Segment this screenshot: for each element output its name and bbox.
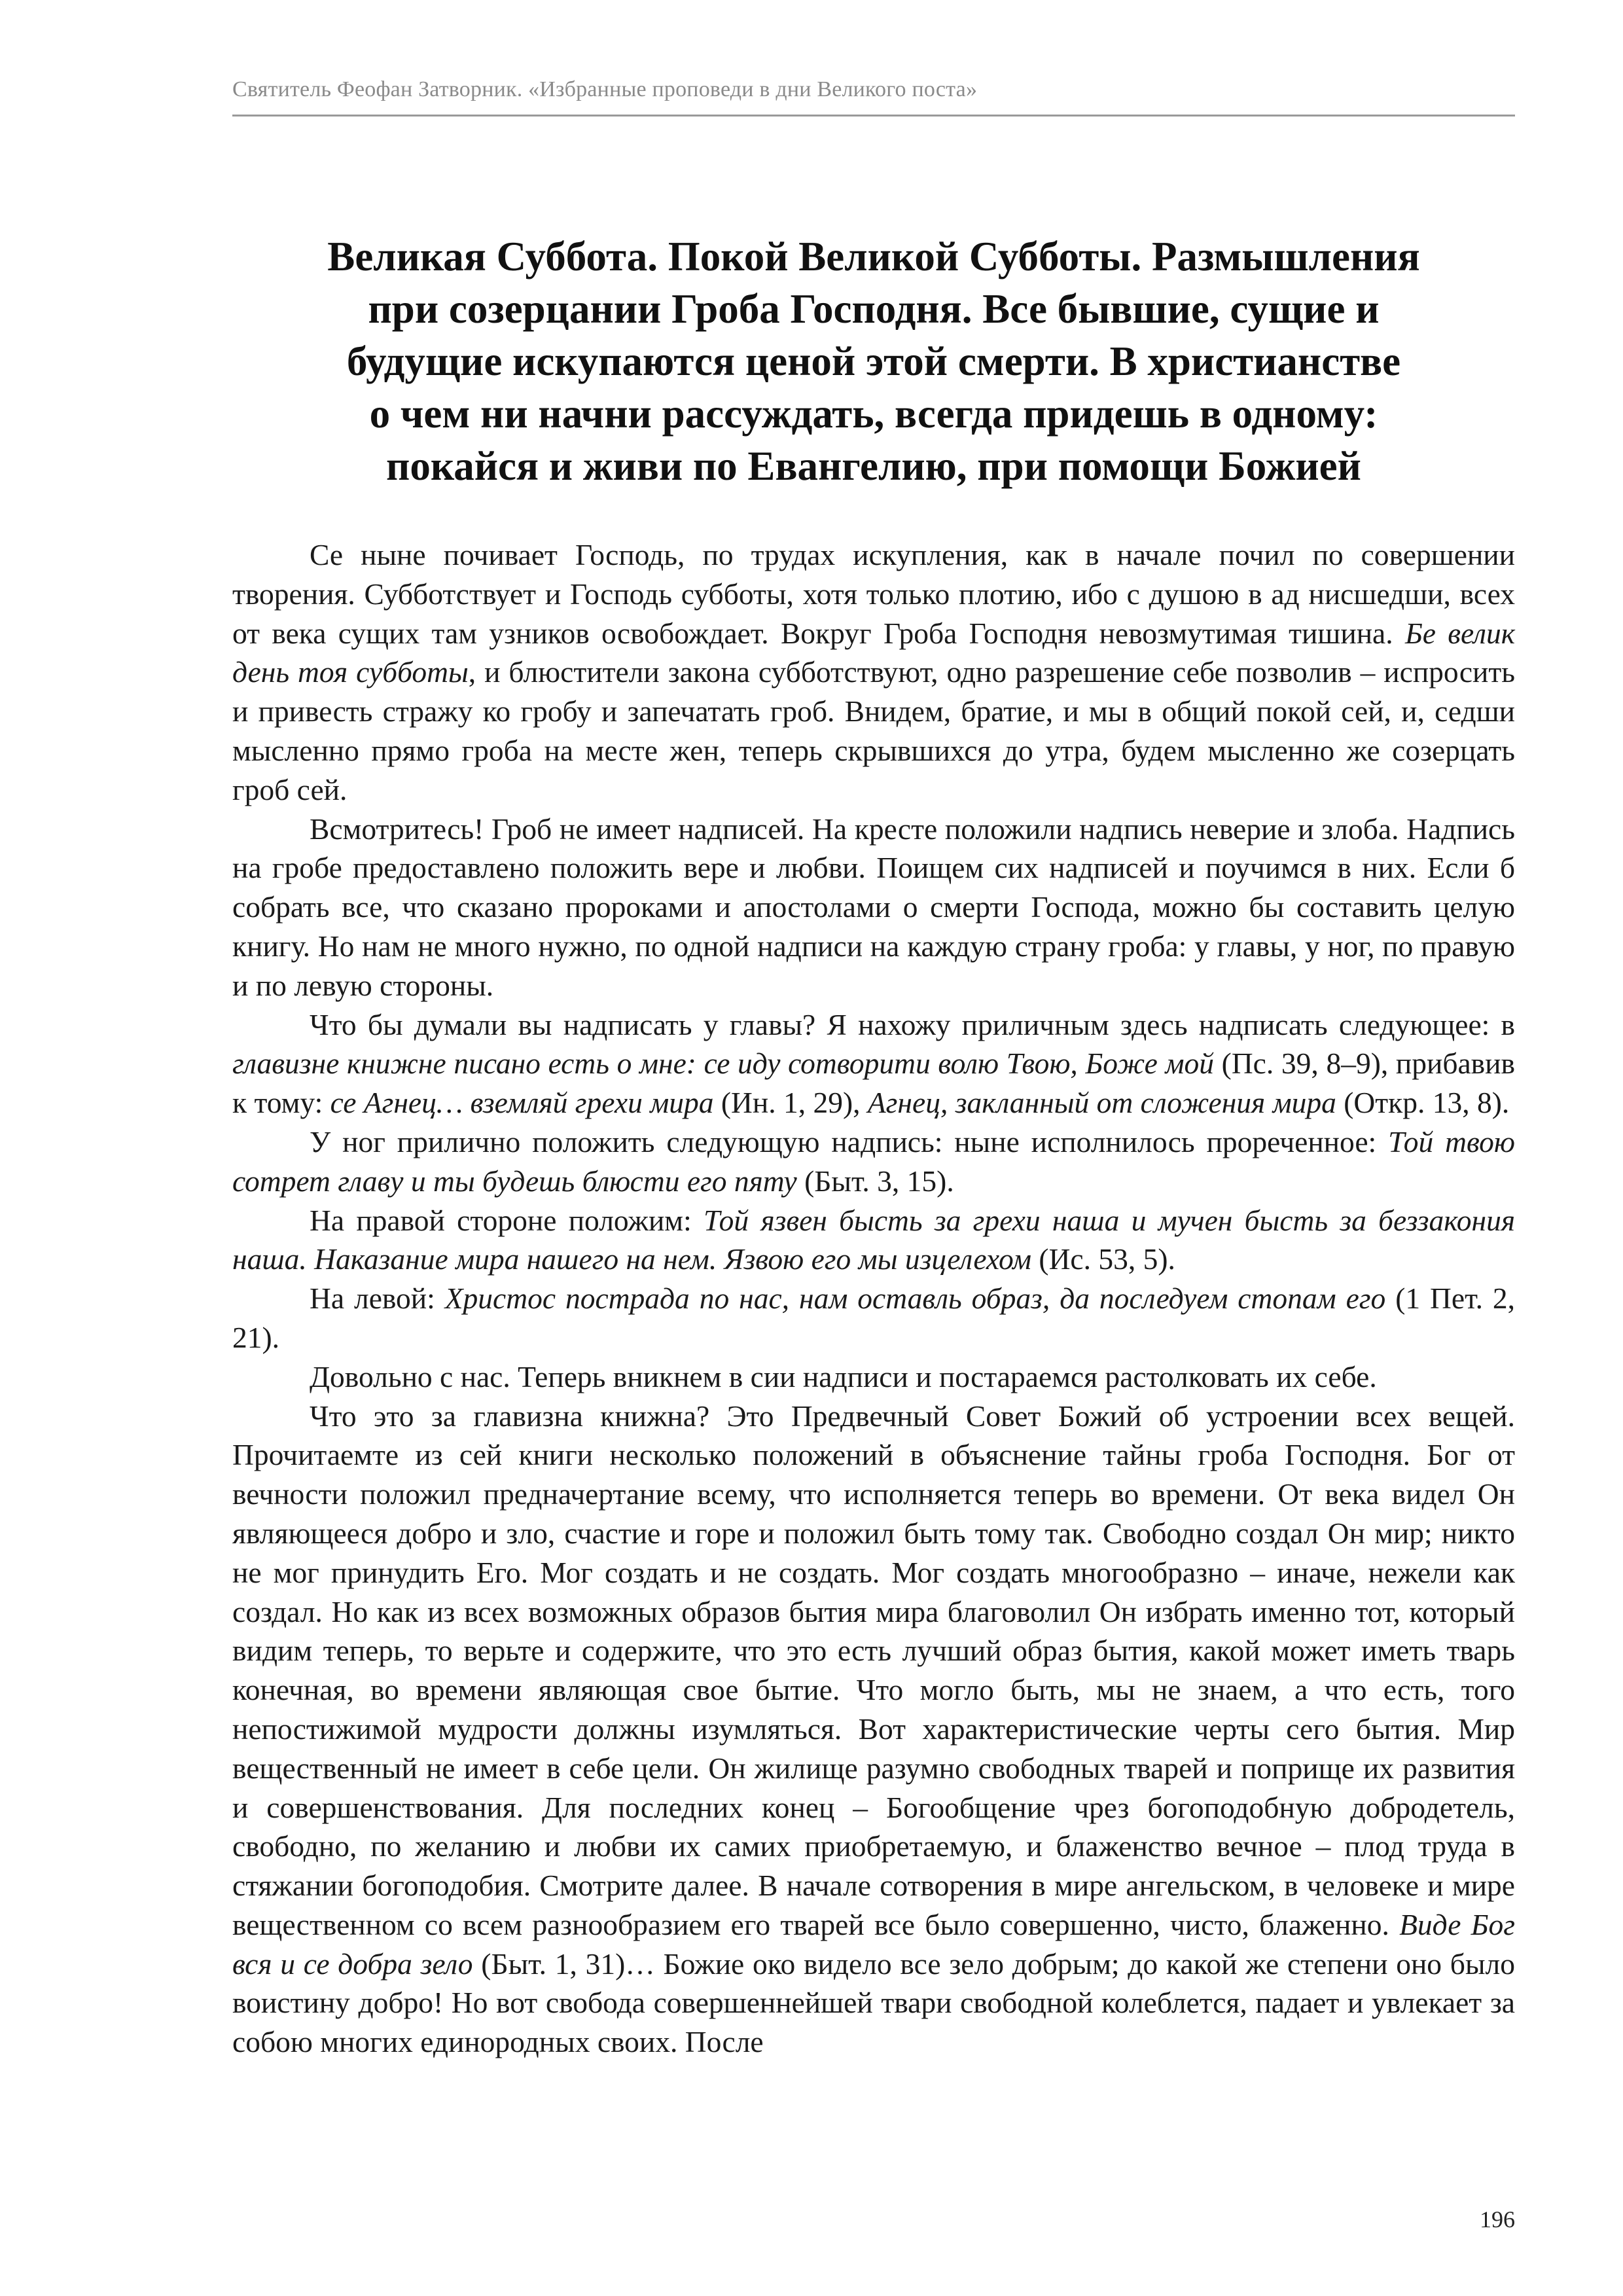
italic-quote: Бе велик день тоя субботы [232, 616, 1515, 689]
text-run: Всмотритесь! Гроб не имеет надписей. На кресте положили надпись неверие и злоба. Надпись на гробе предоставлено положить вере и любви. Поищем сих надписей и поучимся в них. Если б собрать все, что сказано пророками и апостолами о смерти Господа, можно бы составить целую книгу. Но нам не много нужно, по одной надписи на каждую страну гроба: у главы, у ног, по правую и по левую стороны. [232, 812, 1515, 1002]
text-run: Се ныне почивает Господь, по трудах искупления, как в начале почил по совершении творения. Субботствует и Господь субботы, хотя только плотию, ибо с душою в ад нисшедши, всех от века сущих там узников освобождает. Вокруг Гроба Господня невозмутимая тишина. [232, 538, 1515, 650]
title-line: будущие искупаются ценой этой смерти. В христианстве [346, 338, 1401, 384]
italic-quote: се Агнец… вземляй грехи мира [330, 1086, 714, 1120]
italic-quote: Той язвен бысть за грехи наша и мучен бысть за беззакония наша. Наказание мира нашего на нем. Язвою его мы изцелехом [232, 1203, 1516, 1276]
header-divider [232, 115, 1515, 117]
title-line: о чем ни начни рассуждать, всегда придешь в одному: [369, 391, 1378, 437]
text-run: (Откр. 13, 8). [1336, 1086, 1510, 1120]
paragraph [232, 1397, 1515, 2062]
text-run: Что это за главизна книжна? Это Предвечный Совет Божий об устроении всех вещей. Прочитаемте из сей книги несколько положений в объяснение тайны гроба Господня. Бог от вечности положил предначертание всему, что исполняется теперь во времени. От века видел Он являющееся добро и зло, счастие и горе и положил быть тому так. Свободно создал Он мир; никто не мог принудить Его. Мог создать и не создать. Мог создать многообразно – иначе, нежели как создал. Но как из всех возможных образов бытия мира благоволил Он избрать именно тот, который видим теперь, то верьте и содержите, что это есть лучший образ бытия, какой может иметь тварь конечная, во времени являющая свое бытие. Что могло быть, мы не знаем, а что есть, того непостижимой мудрости должны изумляться. Вот характеристические черты сего бытия. Мир вещественный не имеет в себе цели. Он жилище разумно свободных тварей и поприще их развития и совершенствования. Для последних конец – Богообщение чрез богоподобную добродетель, свободно, по желанию и любви их самих приобретаемую, и блаженство вечное – плод труда в стяжании богоподобия. Смотрите далее. В начале сотворения в мире ангельском, в человеке и мире вещественном со всем разнообразием его тварей все было совершенно, чисто, блаженно. [232, 1399, 1515, 1941]
text-run: На левой: [310, 1282, 445, 1316]
text-run: Довольно с нас. Теперь вникнем в сии надписи и постараемся растолковать их себе. [310, 1359, 1377, 1393]
paragraph [232, 1122, 1515, 1201]
italic-quote: Агнец, закланный от сложения мира [867, 1086, 1336, 1120]
paragraph [232, 535, 1515, 810]
paragraph [232, 1357, 1515, 1397]
italic-quote: Христос пострада по нас, нам оставль образ, да последуем стопам его [444, 1282, 1386, 1316]
text-run: (Быт. 1, 31)… Божие око видело все зело добрым; до какой же степени оно было воистину добро! Но вот свобода совершеннейшей твари свободной колеблется, падает и увлекает за собою многих единородных своих. После [232, 1946, 1515, 2059]
text-run: Что бы думали вы надписать у главы? Я нахожу приличным здесь надписать следующее: в [310, 1007, 1515, 1041]
text-run: (Ин. 1, 29), [713, 1086, 868, 1120]
page-title [232, 230, 1515, 492]
text-run: У ног прилично положить следующую надпись: ныне исполнилось прореченное: [310, 1124, 1389, 1158]
title-line: покайся и живи по Евангелию, при помощи Божией [386, 443, 1361, 489]
text-run: , и блюстители закона субботствуют, одно разрешение себе позволив – испросить и привесть стражу ко гробу и запечатать гроб. Внидем, братие, и мы в общий покой сей, и, седши мысленно прямо гроба на месте жен, теперь скрывшихся до утра, будем мысленно же созерцать гроб сей. [232, 655, 1515, 806]
text-run: (Пс. 39, 8–9), прибавив к тому: [232, 1047, 1515, 1120]
paragraph [232, 1279, 1515, 1357]
italic-quote: Той твою сотрет главу и ты будешь блюсти его пяту [232, 1124, 1515, 1198]
text-run: (1 Пет. 2, 21). [232, 1282, 1516, 1354]
title-line: при созерцании Гроба Господня. Все бывшие, сущие и [368, 286, 1380, 332]
paragraph [232, 1005, 1515, 1122]
running-header: Святитель Феофан Затворник. «Избранные проповеди в дни Великого поста» [232, 77, 978, 101]
text-run: (Ис. 53, 5). [1031, 1242, 1175, 1276]
body-text [232, 535, 1515, 2062]
paragraph [232, 810, 1515, 1005]
paragraph [232, 1201, 1515, 1280]
italic-quote: Виде Бог вся и се добра зело [232, 1907, 1516, 1981]
text-run: На правой стороне положим: [310, 1203, 704, 1237]
italic-quote: главизне книжне писано есть о мне: се иду сотворити волю Твою, Боже мой [232, 1047, 1215, 1081]
text-run: (Быт. 3, 15). [796, 1164, 954, 1198]
title-line: Великая Суббота. Покой Великой Субботы. Размышления [327, 234, 1420, 279]
page-number: 196 [1480, 2206, 1515, 2233]
